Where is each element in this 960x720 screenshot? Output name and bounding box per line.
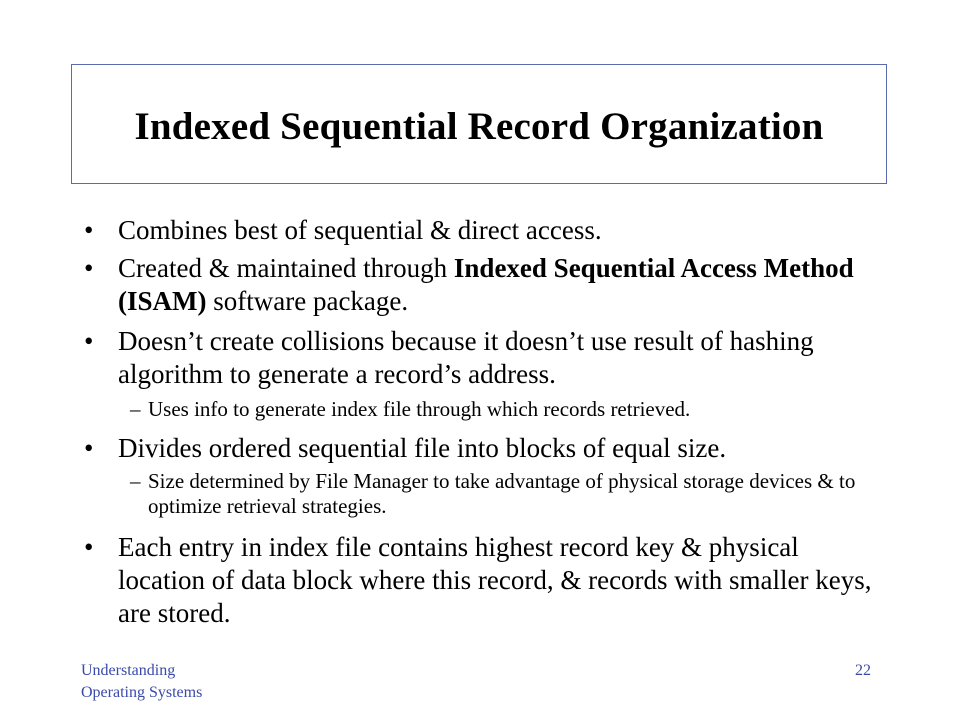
sub-bullet-text: Uses info to generate index file through which records retrieved. (148, 397, 691, 421)
bullet-item-3 (84, 325, 884, 391)
bullet-item-1 (84, 214, 884, 247)
bullet-dot: • (84, 532, 94, 562)
bullet-text: Divides ordered sequential file into blocks of equal size. (118, 433, 727, 463)
bullet-text-before: Created & maintained through (118, 253, 454, 283)
bullet-item-2 (84, 252, 884, 318)
bullet-text: Each entry in index file contains highest record key & physical location of data block where this record, & records with smaller keys, are stored. (118, 532, 872, 628)
bullet-item-4 (84, 432, 884, 465)
bullet-dot: • (84, 253, 94, 283)
sub-bullet-item-2 (84, 469, 884, 519)
bullet-text-bold: Indexed Sequential Access Method (ISAM) (118, 253, 854, 316)
page-number: 22 (855, 662, 871, 679)
title-box (71, 64, 887, 184)
bullet-dot: • (84, 433, 94, 463)
sub-bullet-text: Size determined by File Manager to take advantage of physical storage devices & to optimize retrieval strategies. (148, 469, 856, 518)
sub-bullet-dash: – (130, 469, 141, 493)
slide-title: Indexed Sequential Record Organization (134, 104, 824, 148)
bullet-dot: • (84, 326, 94, 356)
footer-line-2: Operating Systems (81, 684, 203, 701)
bullet-text-after: software package. (206, 286, 409, 316)
footer-line-1: Understanding (81, 662, 176, 679)
bullet-list (84, 214, 884, 630)
footer-course-title (81, 660, 202, 704)
bullet-dot: • (84, 215, 94, 245)
bullet-text: Combines best of sequential & direct access. (118, 215, 602, 245)
sub-bullet-item-1 (84, 397, 884, 422)
sub-bullet-dash: – (130, 397, 141, 421)
bullet-text: Doesn’t create collisions because it doesn’t use result of hashing algorithm to generate a record’s address. (118, 326, 814, 389)
bullet-item-5 (84, 531, 884, 630)
